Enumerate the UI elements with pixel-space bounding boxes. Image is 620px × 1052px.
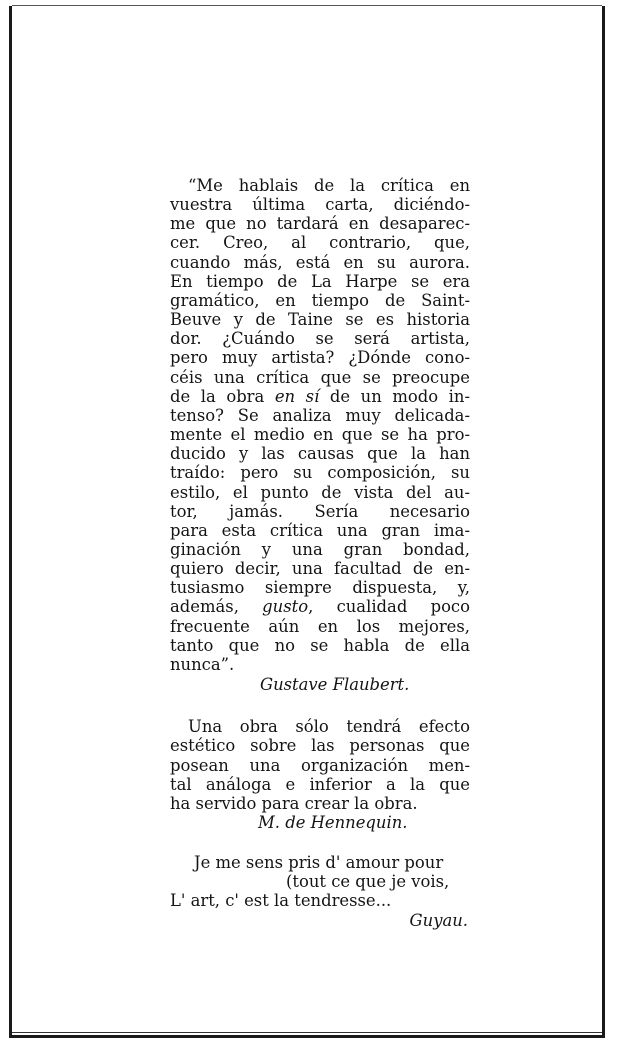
text-line: vuestra última carta, diciéndo- [170,195,470,215]
text-line: traído: pero su composición, su [170,463,470,483]
text-line: ducido y las causas que la han [170,444,470,464]
text-line: mente el medio en que se ha pro- [170,425,470,445]
text-line: Una obra sólo tendrá efecto [188,717,470,737]
spacer [170,832,470,853]
text-fragment: , cualidad poco [308,597,470,617]
text-line: para esta crítica una gran ima- [170,520,470,540]
bottom-rule [12,1032,602,1033]
text-line: En tiempo de La Harpe se era [170,271,470,291]
spacer [170,694,470,717]
text-line: pero muy artista? ¿Dónde cono- [170,348,470,368]
text-line: posean una organización men- [170,755,470,775]
attribution-guyau: Guyau. [409,910,468,930]
top-rule [12,5,602,6]
text-line: ginación y una gran bondad, [170,539,470,559]
flaubert-quote [170,176,470,694]
text-line: céis una crítica que se preocupe [170,367,470,387]
text-line: nunca”. [170,654,235,674]
text-line: gramático, en tiempo de Saint- [170,290,470,310]
text-line: tusiasmo siempre dispuesta, y, [170,578,470,598]
text-line: quiero decir, una facultad de en- [170,559,470,579]
text-line: cer. Creo, al contrario, que, [170,233,470,253]
verse-line: L' art, c' est la tendresse... [170,891,392,911]
quotes-column [170,176,470,930]
text-line-with-italic [170,597,470,616]
guyau-quote [170,853,470,930]
attribution-hennequin: M. de Hennequin. [258,813,408,832]
text-line: dor. ¿Cuándo se será artista, [170,329,470,349]
verse-line: (tout ce que je vois, [286,872,450,892]
italic-phrase: en sí [274,386,320,406]
text-fragment: de un modo in- [319,386,470,406]
text-line: “Me hablais de la crítica en [188,176,470,195]
text-line: tanto que no se habla de ella [170,635,470,655]
text-line: tal análoga e inferior a la que [170,774,470,794]
text-line: Beuve y de Taine se es historia [170,310,470,330]
italic-word: gusto [262,597,309,617]
attribution-flaubert: Gustave Flaubert. [260,675,410,695]
text-line: me que no tardará en desaparec- [170,214,470,234]
text-line: ha servido para crear la obra. [170,793,418,813]
text-line: estético sobre las personas que [170,736,470,756]
hennequin-quote [170,717,470,832]
text-line: estilo, el punto de vista del au- [170,482,470,502]
text-line-with-italic [170,387,470,406]
text-fragment: además, [170,597,263,617]
text-line: tenso? Se analiza muy delicada- [170,405,470,425]
text-line: frecuente aún en los mejores, [170,616,470,636]
text-fragment: de la obra [170,386,275,406]
text-line: tor, jamás. Sería necesario [170,501,470,521]
text-line: cuando más, está en su aurora. [170,252,470,272]
verse-line: Je me sens pris d' amour pour [194,853,444,873]
